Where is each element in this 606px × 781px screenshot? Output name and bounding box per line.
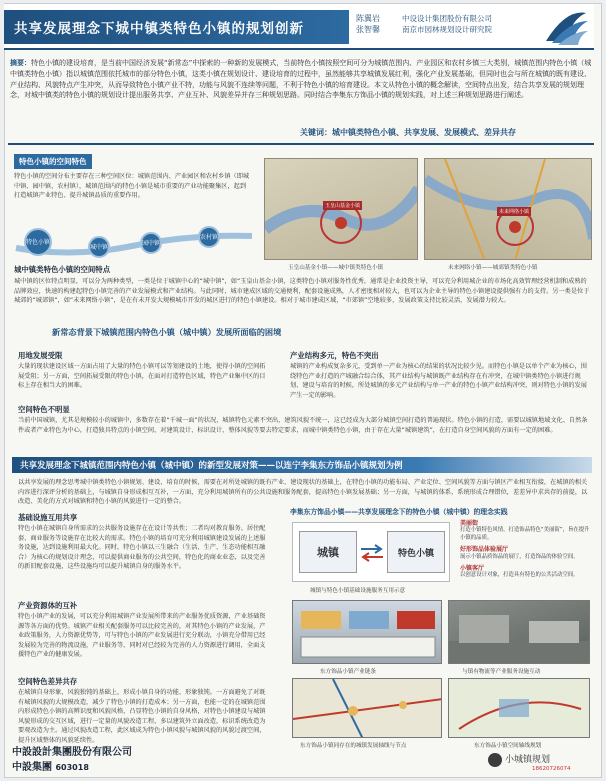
feature-lounge-text: 以创意设计对象，打造具有特色的公共活动空间。 [460,572,579,579]
town-vs-feature-diagram [292,522,450,582]
map-yuhuangshan [264,158,418,260]
feature-hall-text: 展示小镇品质饰品的展厅，打造饰品的体验空间。 [460,553,579,560]
industry-structure-title: 产业结构多元，特色不突出 [290,351,379,360]
author-1: 陈翼岩 [356,14,380,23]
footer-company: 中設設計集團股份有限公司 [12,747,132,758]
box-town: 城镇 [299,531,357,573]
poster-header [4,4,594,50]
logistics-caption: 与镇有物流等产业服务设施互动 [462,669,541,675]
organizations [402,13,492,35]
section1-text: 特色小镇的空间分布主要存在三种空间区位：城镇范围内、产业园区和农村乡镇（即城中镇、园中镇、农村镇），城镇范围内的特色小镇是城市重要的产业功能聚集区，起到打造城镇产业特色、提升城镇品质的重要作用。 [14,173,250,200]
subhead-spatial-features: 城中镇类特色小镇的空间特点 [14,265,111,274]
industry-chain-graphic [293,601,442,664]
pin-future-network: 未来网络小镇 [499,209,530,215]
diagram-title: 李集东方饰品小镇——共享发展理念下的特色小镇（城中镇）的理念实践 [290,508,508,516]
feature-hall-title: 好形饰品体验展厅 [460,546,509,554]
divider [8,143,594,145]
space-axis-caption: 东方饰品小镇空间轴线规划 [474,743,542,749]
space-axis-plan [448,678,590,738]
space-coexist-title: 空间特色差异共存 [18,677,78,686]
box-feature-town: 特色小镇 [387,531,445,573]
town-features-list [460,520,590,580]
org-2: 南京市园林规划设计研究院 [402,25,492,34]
footer-brand [12,758,89,773]
diagram-caption: 城镇与特色小镇基础设施服务互用示意 [310,588,406,594]
industry-structure-text: 城镇的产业构成复杂多元，受到单一产业为核心的结果的状况比较少见。而特色小镇是以单个产业为核心，围绕特色产业打造的产城融合综合体，其产业结构与城镇既产业结构存在有冲突，在城中镇类特色小镇进行规划、建设与培育的时候，所处城镇的多元产业结构与单一产业的特色小镇产业结构冲突，则对特色小镇的发展产生一定的影响。 [290,363,587,399]
strategy-intro: 以共享发展的理念思考城中镇类特色小镇规划、建设、培育的时候，需要在对所处城镇的既有产业、建设现状的基础上，在特色小镇的功能布局、产业定位、空间风貌等方面与镇区产业相互衔接，在城镇的相关内容进行深评分析的基础上，与城镇自身形成相互互补，一方面，充分利用城镇所有的公共设施和服务配套，提高特色小镇发展基础；另一方面，与城镇的体系，系统形成合理错位，差差异中求共存的前提，以改造、美化的方式对城镇和特色小镇的风貌进行一定的整合。 [18,479,588,506]
authors [356,13,380,35]
strategy-banner: 共享发展理念下城镇范围内特色小镇（城中镇）的新型发展对策——以连宁李集东方饰品小镇规划为例 [12,457,592,473]
node-town: 特色小镇 [24,228,52,256]
keywords: 关键词：城中镇类特色小镇、共享发展、发展模式、差异共存 [300,128,516,137]
spatial-features-text: 城中镇的区位特点明显，可以分为两种类型，一类是位于城镇中心的“城中镇”，如“玉皇山基金小镇，这类特色小镇对服务性优秀，通常是企业投资主导，可以充分利用城企业的市场化高效管理经营机制和成熟的品牌效应，快速的构建起特色小镇完善的产业发展模式和产业结构。与此同时，城市建成区域的交通便利，配套设施成熟，人才密度相对较大，也可以为企业主导的特色小镇建设提供强有力的支持。另一类是位于城郊的“城郊镇”，如“未来网络小镇”，是在有未开发大规模城市开发的城区进行的特色小镇建设。相对于城市建成区域，“市郊镇”空地较多，发展政策支持比较灵活，发展潜力较大。 [14,278,590,305]
swap-arrows-icon [359,543,385,563]
feature-lounge-title: 小镇客厅 [460,565,485,573]
dilemma-heading: 新常态背景下城镇范围内特色小镇（城中镇）发展所面临的困境 [52,327,282,337]
space-axis-plan-graphic [449,679,590,738]
abstract-label: 摘要： [10,59,31,67]
logistics-graphic [449,601,590,664]
footer-brand-name: 中設集團 [12,762,52,773]
industry-resource-text: 特色小镇产业的发展，可以充分利用城镇产业发展所带来的产业服务优质资源，产业基础资源等各方面的优势。城镇产业相关配套服务可以比较完善的，对其特色小镇的产业发展，产业政策服务，人力资源优势等，可与特色小镇的产业发展进行充分联动，小镇充分借用已经发展较为完善的物流设施，产业服务等，同时对已经较为完善的人力资源进行调用，全面支援特色产业的健康发展。 [18,613,266,659]
industry-resource-title: 产业资源体的互补 [18,601,78,610]
land-limit-text: 大量的现状建设区域一方面占用了大量的特色小镇可以等划建设的土地，使得小镇的空间拓展受阻；另一方面，空间拓展受限的特色小镇，在面对打造特色区域，特色产业集中区的目标上存在相当大的困难。 [18,363,266,390]
caption-future-network: 未来网络小镇——城郊镇类特色小镇 [448,265,538,271]
map-future-network [424,158,592,260]
space-coexist-text: 在城镇自身形象、风貌独钝的基础上，形成小镇自身的功能、形象独钝。一方面避免了对既有城镇风貌的大规模改造，减少了特色小镇的打造成本；另一方面，也能一定的在城镇范围内形成特色小镇的高辨识度和风貌风格，凸显特色小镇的自身风格，对特色小镇建设与城镇风貌形成的交互区域，进行一定量的风貌改造工程，多以建筑外立面改造，标识系统改造为要观改造为主。通过风貌改造工程，此区域成为特色小镇风貌与城镇风貌的风貌过渡空间，提升区域整体的风貌延续性。 [18,689,266,744]
infrastructure-title: 基础设施互用共享 [18,513,78,522]
logistics-photo [448,600,590,664]
author-2: 张智馨 [356,25,380,34]
node-park-town: 园中镇 [140,232,162,254]
watermark-name: 小城镇规划 [505,755,551,765]
wechat-icon [488,753,502,767]
space-feature-title: 空间特色不明显 [18,405,70,414]
space-feature-text: 当前中国城镇，尤其是规模较小的城镇中，多数存在着“千城一面”的状况，城镇特色元素不突出，建筑风貌不统一，这已经成为大部分城镇空间打造的普遍现状。特色小镇的打造，需要以城镇地域文化、自然条件或者产业特色为中心，打造独具特点的小镇空间，对建筑设计、标识设计、整体风貌等要去特定要求，而城中镇类特色小镇，由于存在大量“城镇建筑”，在打造自身空间风貌的方面有一定的困难。 [18,417,588,434]
infrastructure-text: 特色小镇在城镇自身所需求的公共服务设施存在在设计等共性；二者均对教育服务、居住配套、商业服务等设施存在比较大的需求。特色小镇的培育可充分利用城镇建设发展的上述服务设施，达到设施利用最大化。同时，特色小镇以三生融合（生活、生产、生态功能相互融合）为核心的规划设计理念，可以提供商业服务的公共空间，特色化的商业业态，以及完善的新旧配套设施，这些设施均可以提升城镇自身的服务水平。 [18,525,266,571]
watermark [488,752,550,767]
town-axis-plan-graphic [293,679,442,738]
land-limit-title: 用地发展受限 [18,351,63,360]
cdg-logo-icon [542,7,590,47]
org-1: 中设设计集团股份有限公司 [402,14,492,23]
node-rural-town: 农村镇 [198,226,220,248]
abstract-text: 特色小镇的建设培育，是当前中国经济发展“新常态”中探索的一种新的发展模式，当前特色小镇按照空间可分为城镇范围内、产业园区和农村乡镇三大类别，城镇范围内特色小镇（城中镇类特色小镇）指以城镇范围依托城市的部分特色小镇，这类小镇在规划设计、建设培育的过程中，虽然能够共享城镇发展红利，强化产业发展基础，但同时也会与所在城镇的既有建设、产业结构、风貌特点产生冲突，从而导致特色小镇产业不特，功能与风貌不连续等问题，不利于特色小镇的培育建设。本文从特色小镇的概念解读，空间特点出发，结合共享发展的规划理念，对城中镇类的特色小镇的规划设计提出服务共享、产业互补、风貌差异并存三种规划思路。同时结合李集东方饰品小镇的规划实践，对上述三种规划思路进行阐述。 [10,59,592,100]
poster-title: 共享发展理念下城中镇类特色小镇的规划创新 [14,21,304,37]
abstract [10,58,594,101]
caption-yuhuangshan: 玉皇山基金小镇——城中镇类特色小镇 [288,265,384,271]
feature-street-title: 美丽街 [460,520,479,527]
feature-street-text: 打造小镇特色风情，打造饰品特色“美丽街”，旨在提升小镇的品质。 [460,527,590,541]
town-axis-plan [292,678,442,738]
watermark-id: 18620726074 [532,766,571,772]
node-city-town: 城中镇 [88,236,110,258]
stock-code: 603018 [55,763,89,772]
section-label-spatial: 特色小镇的空间特色 [14,154,92,169]
industry-chain-photo [292,600,442,664]
industry-chain-caption: 东方饰品小镇产业链条 [320,669,376,675]
pin-yuhuangshan: 玉皇山基金小镇 [325,203,361,209]
town-axis-caption: 东方饰品小镇同存在的城镇发展轴线与节点 [300,743,407,749]
